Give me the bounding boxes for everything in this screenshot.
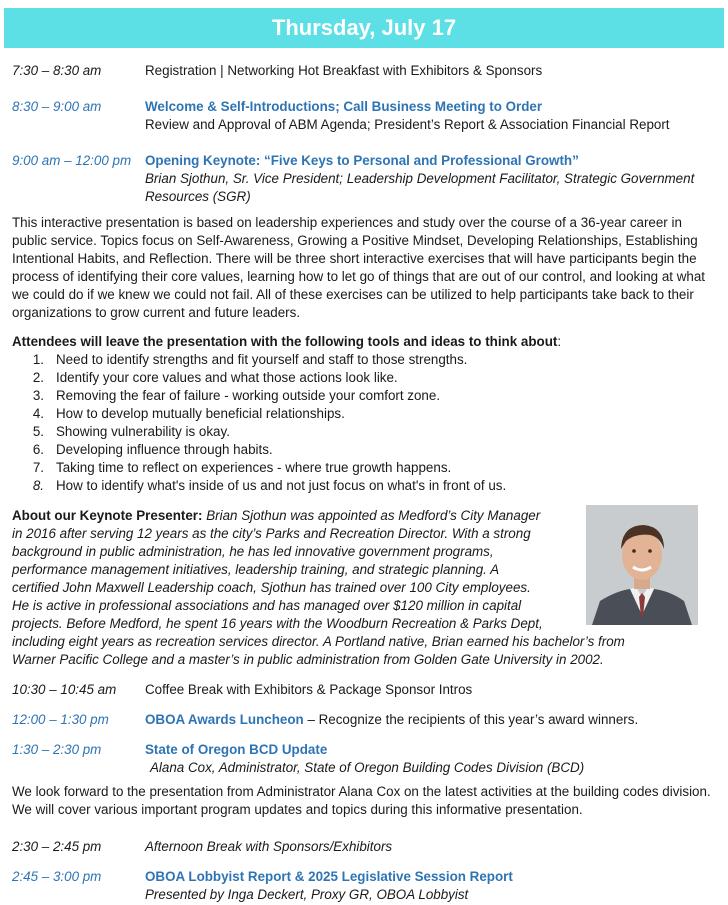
- list-number: 8.: [32, 478, 44, 493]
- time-label: 2:45 – 3:00 pm: [12, 869, 102, 884]
- schedule-item-awards-luncheon: [12, 711, 718, 729]
- time-label: 12:00 – 1:30 pm: [12, 712, 109, 727]
- list-item: [12, 369, 718, 387]
- time-label: 7:30 – 8:30 am: [12, 63, 102, 78]
- list-item: [12, 441, 718, 459]
- schedule-item-lobbyist-report: [12, 868, 718, 904]
- schedule-item-bcd-update: [12, 741, 718, 777]
- about-line: Brian Sjothun was appointed as Medford’s City Manager: [206, 508, 541, 523]
- item-title: Opening Keynote: “Five Keys to Personal and Professional Growth”: [145, 153, 579, 168]
- list-number: 7.: [32, 460, 44, 475]
- item-title: State of Oregon BCD Update: [145, 742, 328, 757]
- time-label: 1:30 – 2:30 pm: [12, 742, 102, 757]
- speaker-line: Presented by Inga Deckert, Proxy GR, OBOA Lobbyist: [145, 887, 469, 902]
- speaker-line: Brian Sjothun, Sr. Vice President; Leadership Development Facilitator, Strategic Government: [145, 171, 695, 186]
- time-label: 10:30 – 10:45 am: [12, 682, 117, 697]
- list-text: Identify your core values and what those actions look like.: [56, 370, 398, 385]
- schedule-item-welcome: [12, 98, 718, 134]
- schedule-item-keynote: [12, 152, 718, 206]
- item-title: Welcome & Self-Introductions; Call Business Meeting to Order: [145, 99, 543, 114]
- schedule-item-coffee-break: [12, 681, 718, 699]
- item-text: Registration | Networking Hot Breakfast with Exhibitors & Sponsors: [145, 63, 543, 78]
- attendees-heading-colon: :: [557, 334, 562, 349]
- about-line: Warner Pacific College and a master’s in public administration from Golden Gate University in 2002.: [12, 652, 604, 667]
- bcd-description: We look forward to the presentation from Administrator Alana Cox on the latest activities at the building codes division. We will cover various important program updates and topics during this informative presentation.: [12, 784, 711, 817]
- time-label: 2:30 – 2:45 pm: [12, 839, 102, 854]
- list-item: [12, 459, 718, 477]
- day-banner: [4, 8, 724, 48]
- about-line: background in public administration, he has led innovative government programs,: [12, 544, 494, 559]
- list-number: 6.: [32, 442, 44, 457]
- list-item: [12, 351, 718, 369]
- about-line: projects. Before Medford, he spent 16 years with the Woodburn Recreation & Parks Dept,: [12, 616, 543, 631]
- list-text: How to develop mutually beneficial relationships.: [56, 406, 345, 421]
- about-line: certified John Maxwell Leadership coach, Sjothun has trained over 100 City employees.: [12, 580, 531, 595]
- list-text: Developing influence through habits.: [56, 442, 273, 457]
- list-number: 3.: [32, 388, 44, 403]
- list-number: 2.: [32, 370, 44, 385]
- item-title: OBOA Lobbyist Report & 2025 Legislative Session Report: [145, 869, 513, 884]
- keynote-description: This interactive presentation is based on leadership experiences and study over the course of a 36-year career in public service. Topics focus on Self-Awareness, Growing a Positive Mindset, Developing Relationships, Establishing Intentional Habits, and Reflection. There will be three short interactive exercises that will have participants begin the process of identifying their core values, learning how to let go of things that are out of our control, and looking at what we could do if we knew we could not fail. All of these exercises can be utilized to help participants take back to their organizations to grow current and future leaders.: [12, 215, 706, 320]
- about-label: About our Keynote Presenter:: [12, 508, 203, 523]
- about-line: in 2016 after serving 12 years as the city’s Parks and Recreation Director. With a strong: [12, 526, 531, 541]
- item-title: OBOA Awards Luncheon: [145, 712, 304, 727]
- item-text: Coffee Break with Exhibitors & Package Sponsor Intros: [145, 682, 473, 697]
- list-text: Taking time to reflect on experiences - where true growth happens.: [56, 460, 452, 475]
- attendees-heading: [12, 333, 718, 351]
- attendees-heading-text: Attendees will leave the presentation with the following tools and ideas to think about: [12, 334, 558, 349]
- time-label: 9:00 am – 12:00 pm: [12, 153, 132, 168]
- list-number: 5.: [32, 424, 44, 439]
- takeaways-list: [12, 351, 718, 495]
- speaker-line: Alana Cox, Administrator, State of Oregon Building Codes Division (BCD): [150, 760, 585, 775]
- time-label: 8:30 – 9:00 am: [12, 99, 102, 114]
- speaker-line: Resources (SGR): [145, 189, 251, 204]
- day-title: Thursday, July 17: [271, 15, 457, 40]
- list-text: Need to identify strengths and fit yourself and staff to those strengths.: [56, 352, 468, 367]
- item-text: – Recognize the recipients of this year’s award winners.: [303, 712, 639, 727]
- list-item: [12, 423, 718, 441]
- list-number: 1.: [32, 352, 44, 367]
- list-item: [12, 477, 718, 495]
- schedule-item-registration: [12, 62, 718, 80]
- item-text: Afternoon Break with Sponsors/Exhibitors: [145, 839, 393, 854]
- about-line: performance management initiatives, leadership training, and strategic planning. A: [12, 562, 500, 577]
- list-text: Showing vulnerability is okay.: [56, 424, 230, 439]
- list-item: [12, 387, 718, 405]
- list-text: Removing the fear of failure - working outside your comfort zone.: [56, 388, 441, 403]
- list-item: [12, 405, 718, 423]
- item-text: Review and Approval of ABM Agenda; President’s Report & Association Financial Report: [145, 117, 670, 132]
- schedule-item-afternoon-break: [12, 838, 718, 856]
- list-text: How to identify what's inside of us and not just focus on what's in front of us.: [56, 478, 507, 493]
- list-number: 4.: [32, 406, 44, 421]
- about-presenter: [12, 507, 718, 669]
- about-line: including eight years as recreation services director. A Portland native, Brian earned his bachelor’s from: [12, 634, 625, 649]
- about-line: He is active in professional associations and has managed over $120 million in capital: [12, 598, 522, 613]
